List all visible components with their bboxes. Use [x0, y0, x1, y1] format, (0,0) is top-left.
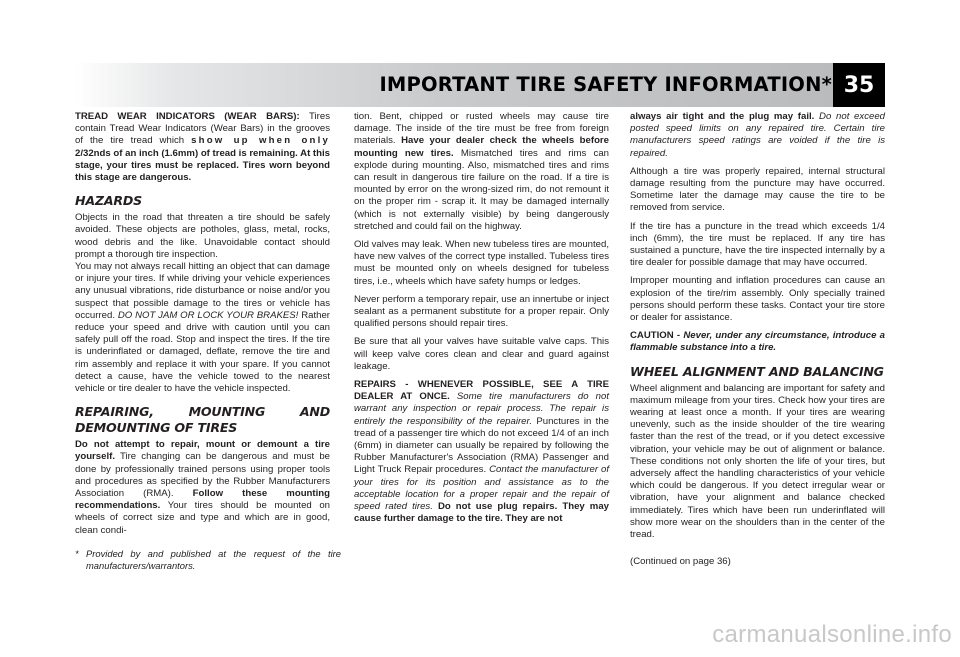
plug-paragraph: [630, 111, 885, 160]
text-run: You may not always recall hitting an object that can damage or injure your tires. If while driving your vehicle experiences any unusual vibrations, ride disturbance or noise and/or you suspect that possible damage to the tires or vehicle has occurred.: [75, 261, 330, 321]
repairs-paragraph: [354, 379, 609, 525]
footer-watermark: carmanualsonline.info: [712, 621, 952, 648]
temporary-repair-paragraph: Never perform a temporary repair, use an innertube or inject sealant as a permanent substitute for a proper repair. Only qualified persons should repair tires.: [354, 293, 609, 330]
emphasis-run: Have your dealer check the wheels before mounting new tires.: [354, 135, 609, 159]
hazards-heading: HAZARDS: [75, 193, 142, 209]
internal-damage-paragraph: Although a tire was properly repaired, internal structural damage resulting from the puncture may have occurred. Sometime later the damage may cause the tire to be removed from service.: [630, 165, 885, 214]
text-run: Tires contain Tread Wear Indicators (Wear Bars) in the grooves of the tire tread which: [75, 111, 330, 147]
column-left: [75, 111, 330, 543]
italic-run: Contact the manufacturer of your tires for its position and assistance as to the acceptable location for a proper repair and the repair of speed rated tires.: [354, 464, 610, 513]
wheel-condition-paragraph: [354, 111, 609, 233]
tread-wear-heading: TREAD WEAR INDICATORS (WEAR BARS):: [75, 111, 310, 122]
caution-text: Never, under any circumstance, introduce a flammable substance into a tire.: [630, 330, 885, 354]
text-run: Your tires should be mounted on wheels of correct size and type and which are in good, clean condi-: [75, 500, 330, 536]
footnote: * Provided by and published at the request of the tire manufacturers/warrantors.: [75, 548, 341, 571]
emphasis-run: Follow these mounting recommendations.: [75, 488, 330, 512]
text-run: Tire changing can be dangerous and must be done by professionally trained persons using proper tools and procedures as specified by the Rubber Manufacturers Association (RMA).: [75, 451, 330, 500]
continued-note: (Continued on page 36): [630, 556, 731, 567]
repairing-heading: REPAIRING, MOUNTING AND DEMOUNTING OF TIRES: [75, 404, 330, 436]
text-run: Punctures in the tread of a passenger tire which do not exceed 1/4 of an inch (6mm) in diameter can usually be repaired by following the Rubber Manufacturer's Association (RMA) Passenger and Light Truck Repair procedures.: [354, 415, 609, 476]
hazards-paragraph: Objects in the road that threaten a tire should be safely avoided. These objects are potholes, glass, metal, rocks, wood debris and the like. Unavoidable contact should prompt a thorough tire inspection.: [75, 212, 330, 260]
page-title: IMPORTANT TIRE SAFETY INFORMATION*: [379, 73, 832, 96]
italic-run: Some tire manufacturers do not warrant any inspection or repair process. The repair is entirely the responsibility of the repairer.: [354, 391, 609, 427]
page-number: 35: [833, 63, 885, 107]
column-middle: [354, 111, 609, 532]
emphasis-run: 2/32nds of an inch (1.6mm) of tread is remaining. At this stage, your tires must be replaced. Tires worn beyond this stage are dangerous.: [75, 147, 330, 184]
repairing-paragraph: [75, 439, 330, 537]
valve-caps-paragraph: Be sure that all your valves have suitable valve caps. This will keep valve cores clean and clear and guard against leakage.: [354, 336, 609, 372]
wheel-alignment-heading: WHEEL ALIGNMENT AND BALANCING: [630, 363, 884, 379]
emphasis-run: always air tight and the plug may fail.: [630, 111, 815, 122]
caution-paragraph: [630, 330, 885, 354]
tread-wear-paragraph: [75, 111, 330, 184]
text-run: Mismatched tires and rims can explode during mounting. Also, mismatched tires and rims can result in dangerous tire failure on the road. If a tire is mounted by error on the wrong-sized rim, do not remount it on the proper rim - scrap it. It may be damaged internally (which is not externally visible) by being dangerously stretched and could fail on the highway.: [354, 147, 609, 232]
italic-run: Do not exceed posted speed limits on any repaired tire. Certain tire manufacturers speed ratings are voided if the tire is repaired.: [630, 111, 885, 159]
mounting-paragraph: Improper mounting and inflation procedures can cause an explosion of the tire/rim assembly. Only specially trained persons should perform these tasks. Contact your tire store or dealer for assistance.: [630, 275, 885, 324]
caution-label: CAUTION -: [630, 330, 684, 342]
italic-run: DO NOT JAM OR LOCK YOUR BRAKES!: [117, 309, 299, 321]
wheel-alignment-paragraph: Wheel alignment and balancing are important for safety and maximum mileage from your tires. Check how your tires are wearing at least once a month. If your tires are wearing unevenly, such as the inside shoulder of the tire wearing faster than the rest of the tread, or if you detect excessive vibration, your vehicle may be out of alignment or balance. These conditions not only shorten the life of your tires, but adversely affect the handling characteristics of your vehicle which could be dangerous. If you detect irregular wear or vibration, have your alignment and balance checked immediately. Tires which have been run underinflated will show more wear on the shoulders than in the center of the tread.: [630, 382, 885, 541]
valves-paragraph: Old valves may leak. When new tubeless tires are mounted, have new valves of the correct type installed. Tubeless tires must be mounted only on wheels designed for tubeless tires, i.e., wheels which have safety humps or ledges.: [354, 239, 609, 287]
emphasis-run: REPAIRS - WHENEVER POSSIBLE, SEE A TIRE DEALER AT ONCE.: [354, 379, 609, 403]
column-right: [630, 111, 885, 547]
emphasis-run: Do not attempt to repair, mount or demount a tire yourself.: [75, 439, 330, 463]
text-run: Rather reduce your speed and drive with caution until you can safely pull off the road. Stop and inspect the tires. If the tire is underinflated or damaged, deflate, remove the tire and rim assembly and replace it with your spare. If you cannot detect a cause, have the vehicle towed to the nearest vehicle or tire dealer to have the vehicle inspected.: [75, 309, 330, 395]
hazards-paragraph-2: [75, 261, 330, 395]
emphasis-run: show up when only: [191, 135, 330, 147]
puncture-paragraph: If the tire has a puncture in the tread which exceeds 1/4 inch (6mm), the tire must be replaced. If any tire has sustained a puncture, have the tire inspected internally by a tire dealer for possible damage that may have occurred.: [630, 220, 885, 269]
text-run: tion. Bent, chipped or rusted wheels may cause tire damage. The inside of the tire must be free from foreign materials.: [354, 111, 609, 147]
emphasis-run: Do not use plug repairs. They may cause further damage to the tire. They are not: [354, 501, 609, 525]
